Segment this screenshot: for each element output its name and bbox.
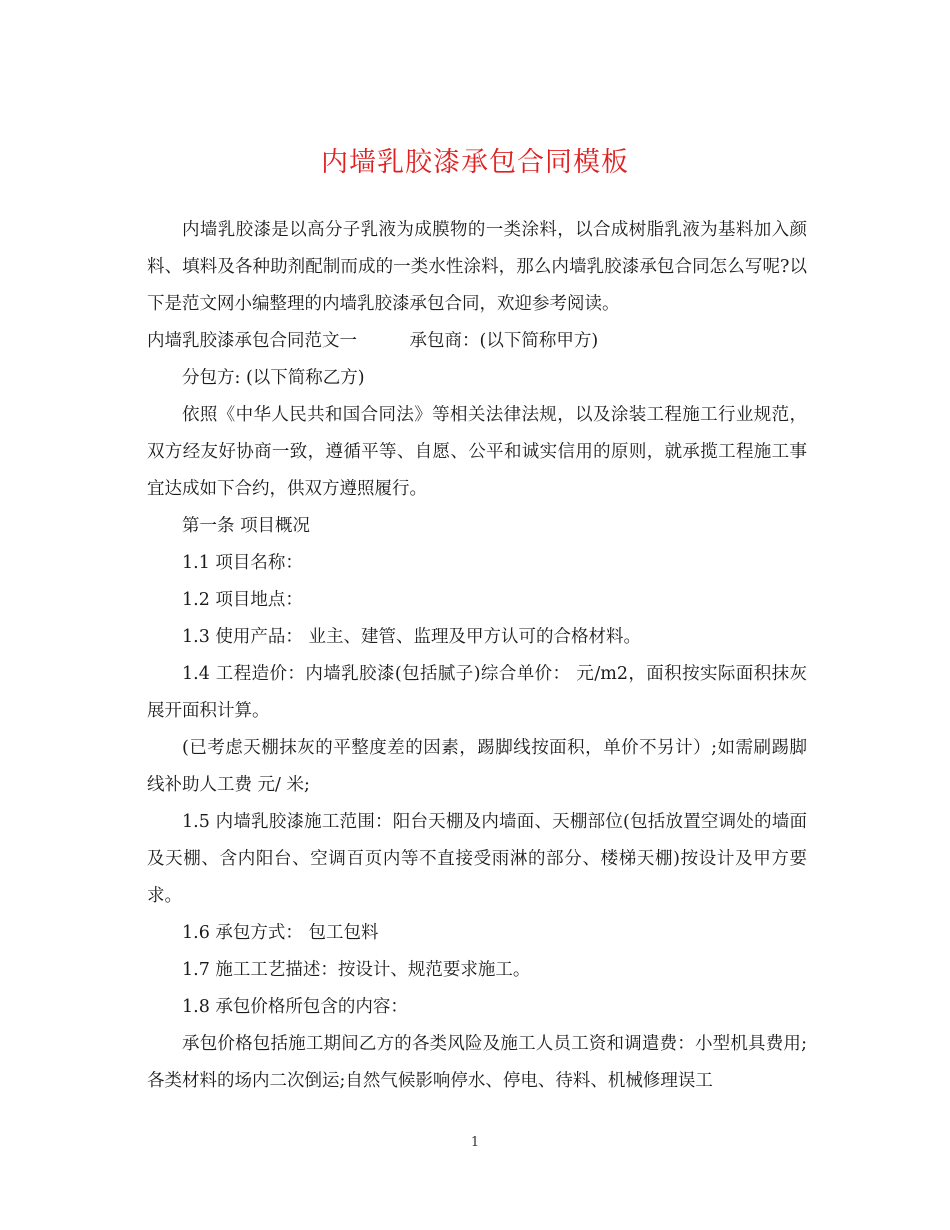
paragraph-1-6: 1.6 承包方式： 包工包料 [182,923,379,943]
page-number: 1 [470,1135,480,1150]
document-body [147,212,807,1100]
paragraph-price-content: 承包价格包括施工期间乙方的各类风险及施工人员工资和调遣费：小型机具费用;各类材料的场内二次倒运;自然气候影响停水、停电、待料、机械修理误工 [147,1034,807,1091]
paragraph-1-4: 1.4 工程造价：内墙乳胶漆(包括腻子)综合单价： 元/m2，面积按实际面积抹灰展开面积计算。 [147,664,807,721]
document-title: 内墙乳胶漆承包合同模板 [321,147,629,178]
paragraph-1-2: 1.2 项目地点： [182,590,303,610]
paragraph-note: (已考虑天棚抹灰的平整度差的因素，踢脚线按面积，单价不另计）;如需刷踢脚线补助人工费 元/ 米; [147,738,807,795]
paragraph-1-7: 1.7 施工工艺描述：按设计、规范要求施工。 [182,960,531,980]
paragraph-intro: 内墙乳胶漆是以高分子乳液为成膜物的一类涂料，以合成树脂乳液为基料加入颜料、填料及各种助剂配制而成的一类水性涂料，那么内墙乳胶漆承包合同怎么写呢?以下是范文网小编整理的内墙乳胶漆承包合同，欢迎参考阅读。 [147,220,807,314]
paragraph-1-8: 1.8 承包价格所包含的内容： [182,997,408,1017]
paragraph-basis: 依照《中华人民共和国合同法》等相关法律法规，以及涂装工程施工行业规范，双方经友好协商一致，遵循平等、自愿、公平和诚实信用的原则，就承揽工程施工事宜达成如下合约，供双方遵照履行。 [147,405,807,499]
paragraph-article-1: 第一条 项目概况 [182,516,311,536]
paragraph-1-3: 1.3 使用产品： 业主、建管、监理及甲方认可的合格材料。 [182,627,641,647]
paragraph-1-1: 1.1 项目名称： [182,553,303,573]
paragraph-1-5: 1.5 内墙乳胶漆施工范围：阳台天棚及内墙面、天棚部位(包括放置空调处的墙面及天棚、含内阳台、空调百页内等不直接受雨淋的部分、楼梯天棚)按设计及甲方要求。 [147,812,807,906]
paragraph-contract-heading: 内墙乳胶漆承包合同范文一 承包商：(以下简称甲方) [147,331,599,351]
paragraph-subcontractor: 分包方: (以下简称乙方) [182,368,365,388]
